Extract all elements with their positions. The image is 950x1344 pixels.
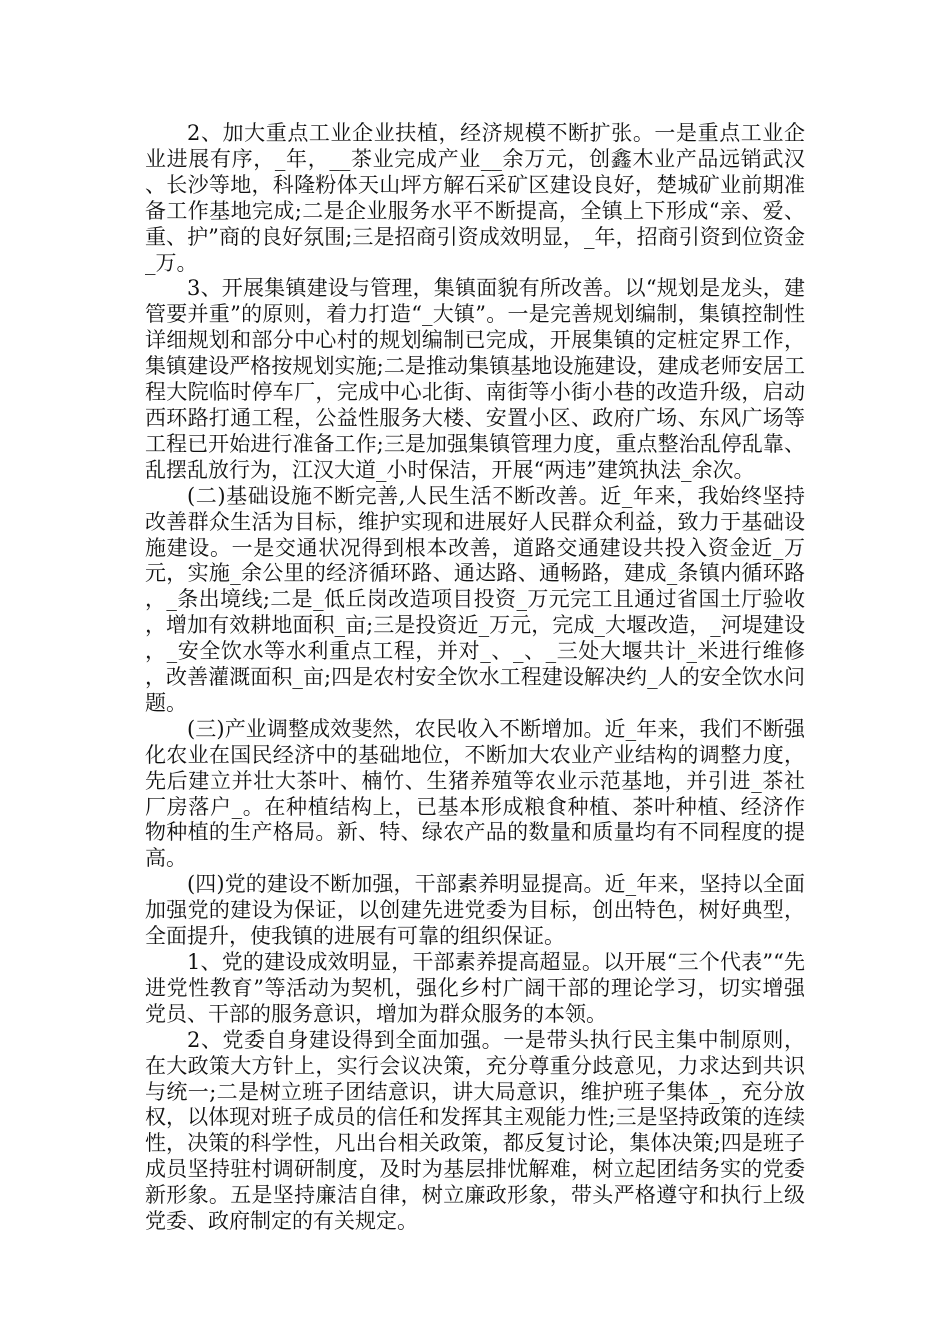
paragraph-industry-support: 2、加大重点工业企业扶植，经济规模不断扩张。一是重点工业企业进展有序，_年，__茶业完成产业__余万元，创鑫木业产品远销武汉、长沙等地，科隆粉体天山坪方解石采矿区建设良好，楚城矿业前期准备工作基地完成;二是企业服务水平不断提高，全镇上下形成“亲、爱、重、护”商的良好氛围;三是招商引资成效明显，_年，招商引资到位资金_万。 xyxy=(145,121,805,275)
paragraph-party-building: (四)党的建设不断加强，干部素养明显提高。近_年来，坚持以全面加强党的建设为保证，以创建先进党委为目标，创出特色，树好典型，全面提升，使我镇的进展有可靠的组织保证。 xyxy=(145,872,805,949)
paragraph-infrastructure: (二)基础设施不断完善,人民生活不断改善。近_年来，我始终坚持改善群众生活为目标，维护实现和进展好人民群众利益，致力于基础设施建设。一是交通状况得到根本改善，道路交通建设共投入资金近_万元，实施_余公里的经济循环路、通达路、通畅路，建成_条镇内循环路，_条出境线;二是_低丘岗改造项目投资_万元完工且通过省国土厅验收，增加有效耕地面积_亩;三是投资近_万元，完成_大堰改造，_河堤建设，_安全饮水等水利重点工程，并对_、_、_三处大堰共计_米进行维修，改善灌溉面积_亩;四是农村安全饮水工程建设解决约_人的安全饮水问题。 xyxy=(145,483,805,715)
paragraph-industry-adjustment: (三)产业调整成效斐然，农民收入不断增加。近_年来，我们不断强化农业在国民经济中的基础地位，不断加大农业产业结构的调整力度，先后建立并壮大茶叶、楠竹、生猪养殖等农业示范基地，并引进_茶社厂房落户_。在种植结构上，已基本形成粮食种植、茶叶种植、经济作物种植的生产格局。新、特、绿农产品的数量和质量均有不同程度的提高。 xyxy=(145,716,805,871)
paragraph-party-effectiveness: 1、党的建设成效明显，干部素养提高超显。以开展“三个代表”“先进党性教育”等活动为契机，强化乡村广阔干部的理论学习，切实增强党员、干部的服务意识，增加为群众服务的本领。 xyxy=(145,950,805,1026)
paragraph-party-committee: 2、党委自身建设得到全面加强。一是带头执行民主集中制原则，在大政策大方针上，实行会议决策，充分尊重分歧意见，力求达到共识与统一;二是树立班子团结意识，讲大局意识，维护班子集体_，充分放权，以体现对班子成员的信任和发挥其主观能力性;三是坚持政策的连续性，决策的科学性，凡出台相关政策，都反复讨论，集体决策;四是班子成员坚持驻村调研制度，及时为基层排忧解难，树立起团结务实的党委新形象。五是坚持廉洁自律，树立廉政形象，带头严格遵守和执行上级党委、政府制定的有关规定。 xyxy=(145,1027,805,1234)
paragraph-town-construction: 3、开展集镇建设与管理，集镇面貌有所改善。以“规划是龙头，建管要并重”的原则，着力打造“_大镇”。一是完善规划编制，集镇控制性详细规划和部分中心村的规划编制已完成，开展集镇的定桩定界工作，集镇建设严格按规划实施;二是推动集镇基地设施建设，建成老师安居工程大院临时停车厂，完成中心北街、南街等小街小巷的改造升级，启动西环路打通工程，公益性服务大楼、安置小区、政府广场、东风广场等工程已开始进行准备工作;三是加强集镇管理力度，重点整治乱停乱靠、乱摆乱放行为，江汉大道_小时保洁，开展“两违”建筑执法_余次。 xyxy=(145,276,805,482)
document-body xyxy=(145,121,805,1235)
